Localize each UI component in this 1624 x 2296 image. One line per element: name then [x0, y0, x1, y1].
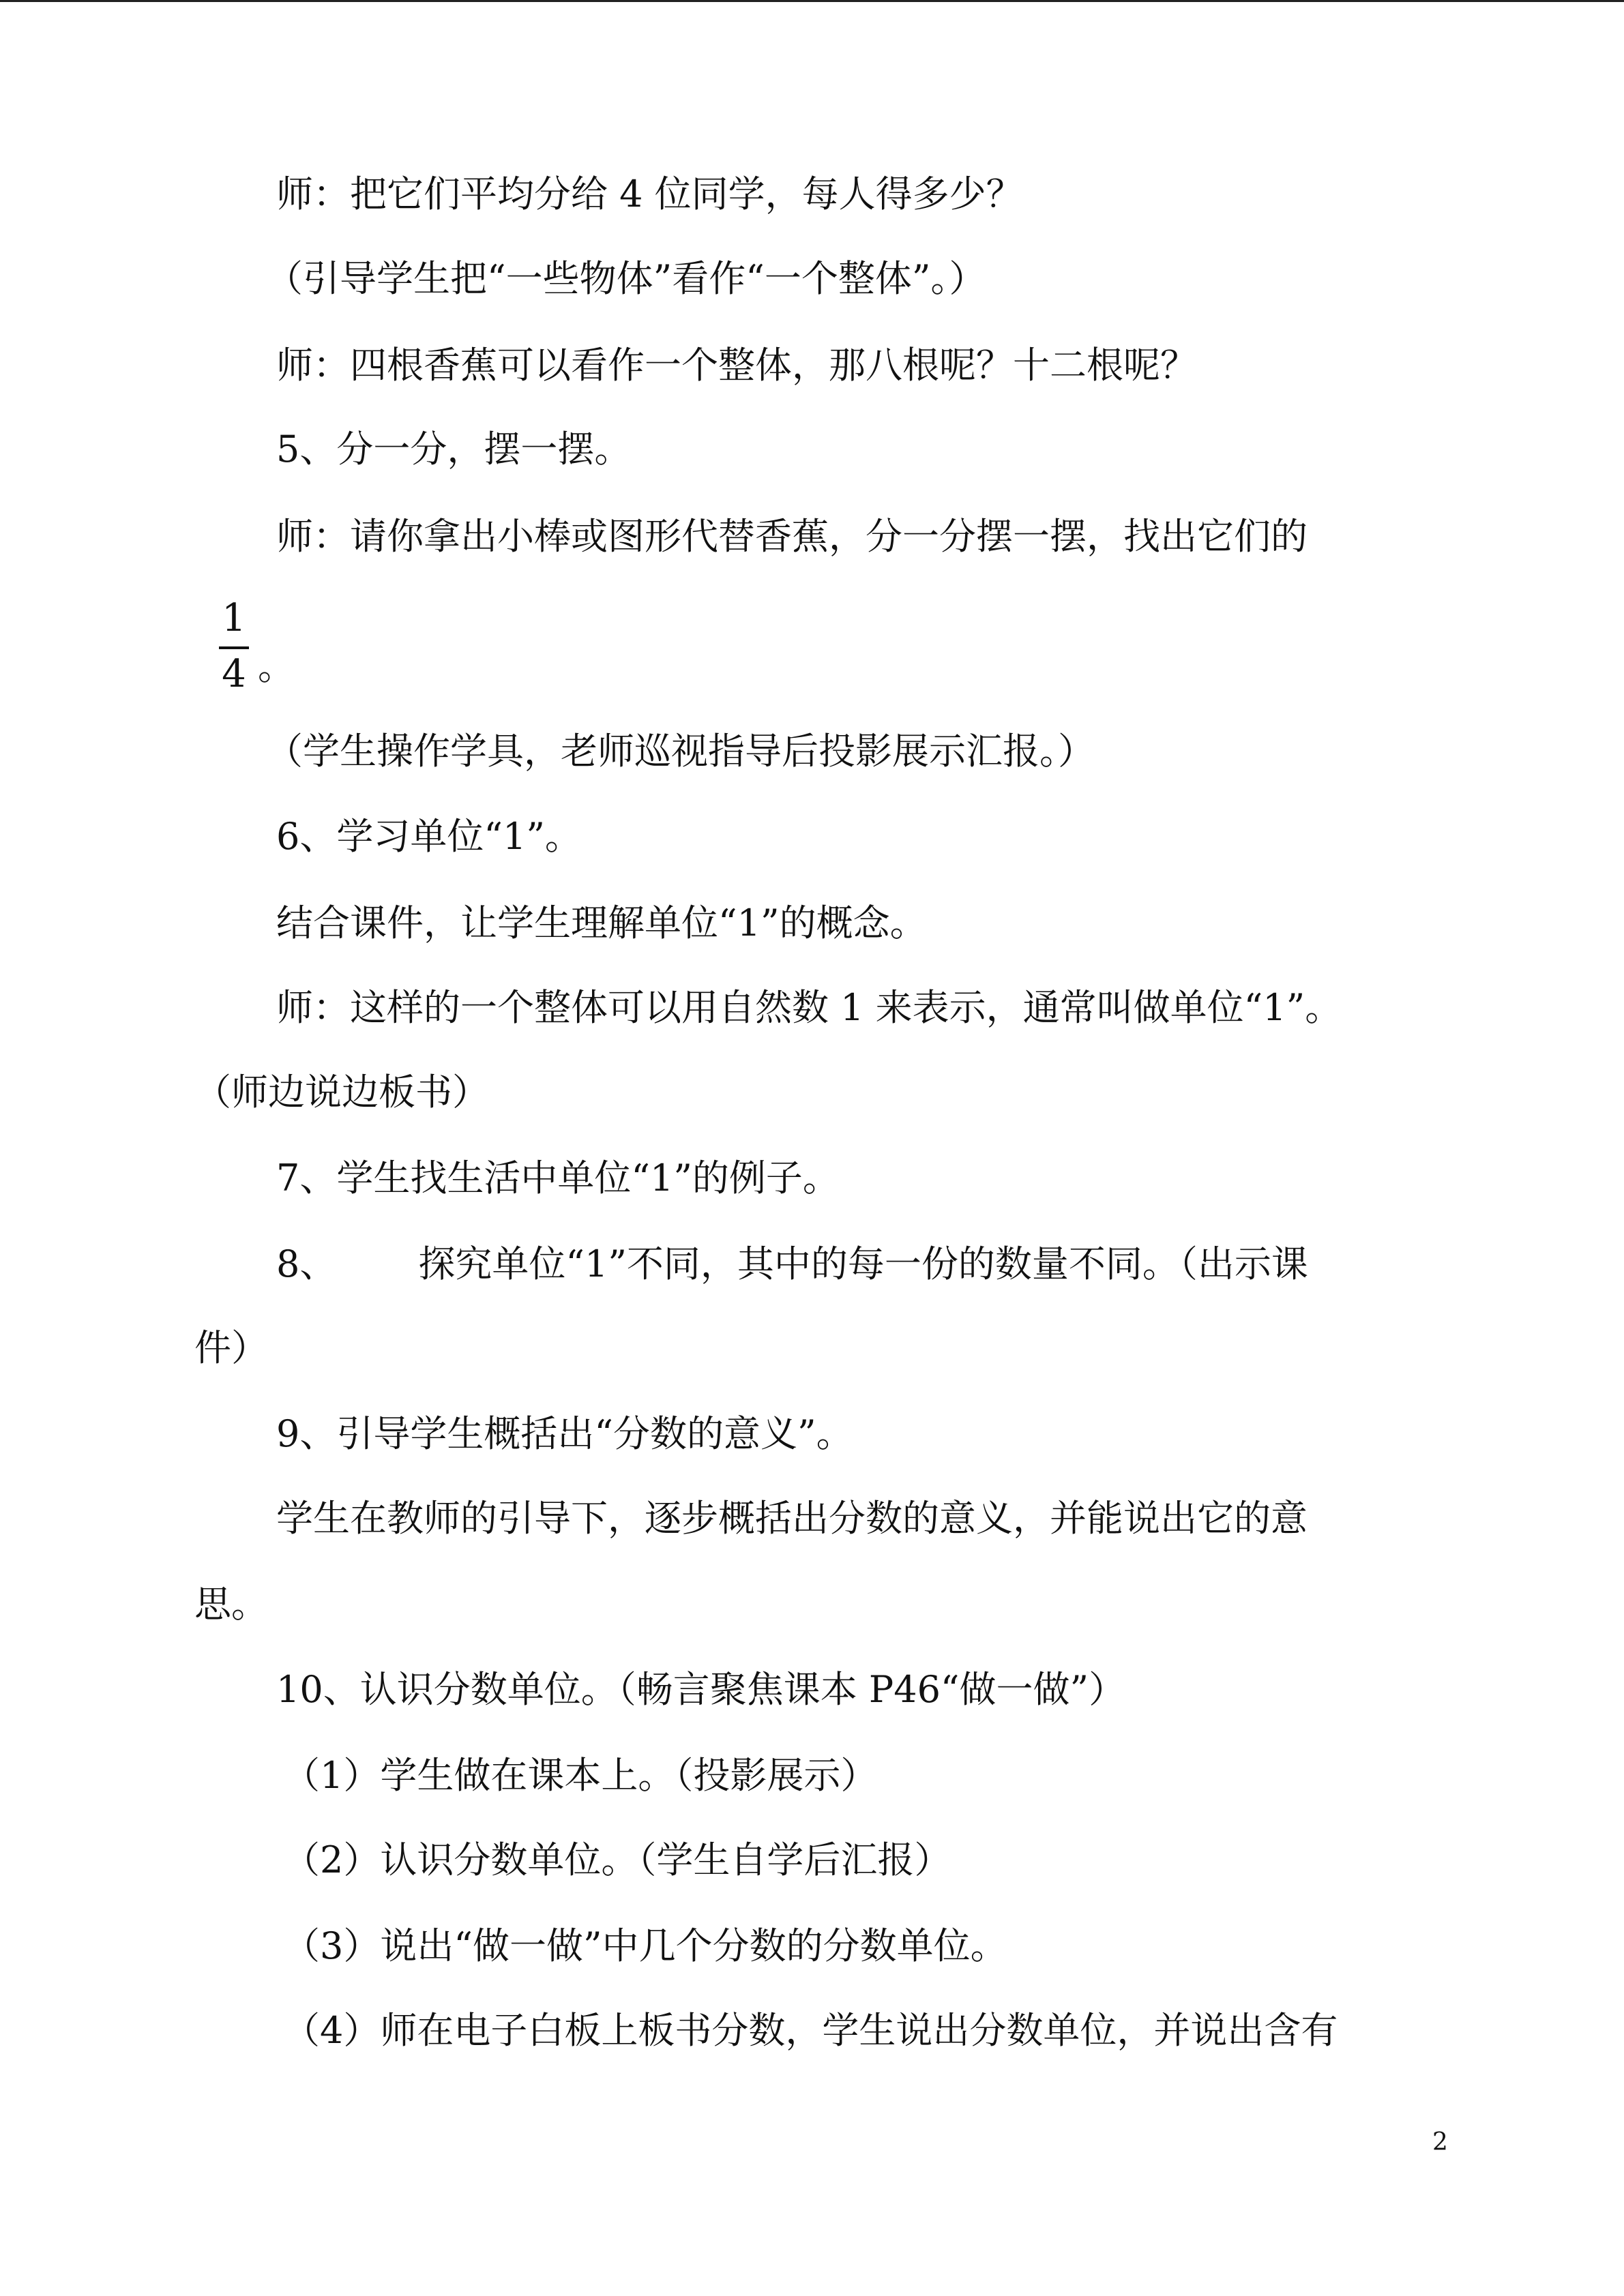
- fraction-one-quarter: [217, 597, 251, 700]
- text-line-13: 件）: [194, 1326, 268, 1369]
- text-line-6: （学生操作学具，老师巡视指导后投影展示汇报。）: [266, 730, 1095, 773]
- item-8-number: 8、: [276, 1242, 337, 1285]
- fraction-denominator: 4: [222, 652, 246, 696]
- text-line-19: （2）认识分数单位。（学生自学后汇报）: [283, 1838, 951, 1881]
- text-line-16: 思。: [194, 1583, 268, 1626]
- item-8-text: 探究单位“1”不同，其中的每一份的数量不同。（出示课: [418, 1242, 1308, 1285]
- text-line-3: 师：四根香蕉可以看作一个整体，那八根呢？十二根呢？: [276, 344, 1197, 387]
- text-line-8: 结合课件，让学生理解单位“1”的概念。: [276, 901, 927, 944]
- fraction-bar: [219, 646, 249, 649]
- text-line-11: 7、学生找生活中单位“1”的例子。: [276, 1157, 840, 1199]
- text-line-7: 6、学习单位“1”。: [276, 815, 582, 858]
- text-line-14: 9、引导学生概括出“分数的意义”。: [276, 1412, 853, 1455]
- fraction-numerator: 1: [222, 596, 246, 640]
- text-line-17: 10、认识分数单位。（畅言聚焦课本 P46“做一做”）: [276, 1668, 1126, 1711]
- fraction-period: 。: [258, 645, 295, 688]
- text-line-5: 师：请你拿出小棒或图形代替香蕉，分一分摆一摆，找出它们的: [276, 515, 1308, 558]
- text-line-18: （1）学生做在课本上。（投影展示）: [283, 1754, 878, 1797]
- text-line-20: （3）说出“做一做”中几个分数的分数单位。: [283, 1924, 1007, 1967]
- page-number: 2: [1432, 2128, 1448, 2156]
- text-line-1: 师：把它们平均分给 4 位同学，每人得多少？: [276, 173, 1023, 215]
- page-top-border: [0, 0, 1624, 2]
- text-line-21: （4）师在电子白板上板书分数，学生说出分数单位，并说出含有: [283, 2009, 1338, 2052]
- text-line-15: 学生在教师的引导下，逐步概括出分数的意义，并能说出它的意: [276, 1497, 1308, 1540]
- text-line-9: 师：这样的一个整体可以用自然数 1 来表示，通常叫做单位“1”。: [276, 986, 1342, 1029]
- text-line-10: （师边说边板书）: [194, 1071, 489, 1114]
- text-line-2: （引导学生把“一些物体”看作“一个整体”。）: [266, 257, 986, 300]
- text-line-12: [276, 1242, 1308, 1286]
- text-line-4: 5、分一分，摆一摆。: [276, 428, 632, 471]
